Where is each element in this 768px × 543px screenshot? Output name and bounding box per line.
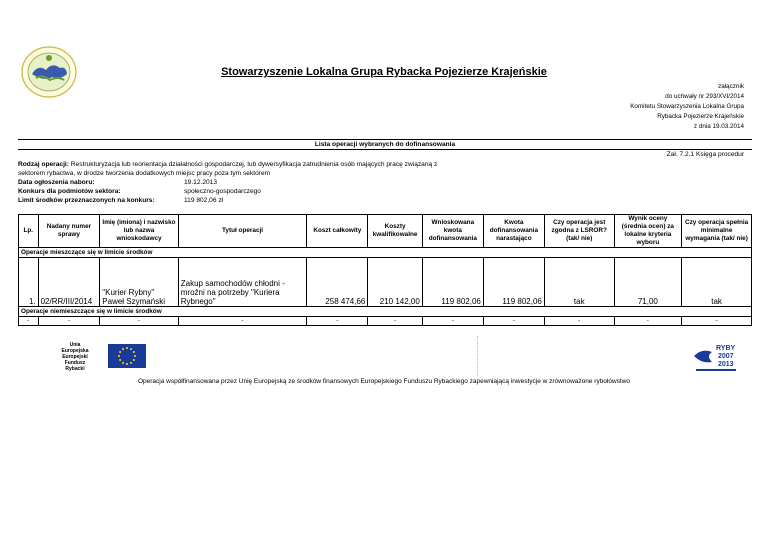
col-header: Kwota dofinansowania narastająco xyxy=(483,215,544,248)
competition-row xyxy=(18,187,437,196)
table-row xyxy=(19,258,752,307)
list-title: Lista operacji wybranych do dofinansowania xyxy=(18,139,752,150)
cell-dash: - xyxy=(368,317,422,326)
col-header: Czy operacja spełnia minimalne wymagania (tak/ nie) xyxy=(682,215,752,248)
cell-dash: - xyxy=(38,317,100,326)
col-header: Czy operacja jest zgodna z LSROR? (tak/ nie) xyxy=(544,215,614,248)
limit-row xyxy=(18,196,437,205)
cell-meets-min: tak xyxy=(682,258,752,307)
col-header: Nadany numer sprawy xyxy=(38,215,100,248)
cell-requested: 119 802,06 xyxy=(422,258,483,307)
cell-dash: - xyxy=(100,317,178,326)
svg-text:2013: 2013 xyxy=(718,361,734,368)
col-header: Imię (imiona) i nazwisko lub nazwa wnioskodawcy xyxy=(100,215,178,248)
cell-title: Zakup samochodów chłodni - mroźni na potrzeby "Kuriera Rybnego" xyxy=(178,258,307,307)
operation-type-row xyxy=(18,160,437,169)
attachment-line: Rybacka Pojezierze Krajeńskie xyxy=(657,113,744,120)
cofinancing-note: Operacja współfinansowana przez Unię Europejską ze środków finansowych Europejskiego Funduszu Rybackiego zapewniającą inwestycje w zrównoważone rybołówstwo xyxy=(137,378,631,385)
col-header: Koszty kwalifikowalne xyxy=(368,215,422,248)
cell-score: 71,00 xyxy=(614,258,682,307)
col-header: Koszt całkowity xyxy=(307,215,368,248)
attachment-line: Komitetu Stowarzyszenia Lokalna Grupa xyxy=(630,103,744,110)
section-within-limit: Operacje mieszczące się w limicie środków xyxy=(19,248,752,258)
operation-type-label: Rodzaj operacji: xyxy=(18,161,69,168)
attachment-line: z dnia 19.03.2014 xyxy=(693,123,744,130)
document-title: Stowarzyszenie Lokalna Grupa Rybacka Pojezierze Krajeńskie xyxy=(221,66,547,78)
cell-dash: - xyxy=(307,317,368,326)
col-header: Tytuł operacji xyxy=(178,215,307,248)
cell-dash: - xyxy=(544,317,614,326)
operation-type-text: Restrukturyzacja lub reorientacja działalności gospodarczej, lub dywersyfikacja zatrudnienia osób mających pracę związaną z xyxy=(70,161,438,168)
eu-flag-icon xyxy=(108,344,146,368)
section-row xyxy=(19,307,752,317)
cell-dash: - xyxy=(614,317,682,326)
competition-label: Konkurs dla podmiotów sektora: xyxy=(18,188,121,195)
ryby-2007-2013-logo xyxy=(692,342,740,374)
cell-dash: - xyxy=(19,317,39,326)
table-header-row xyxy=(19,215,752,248)
cell-case-no: 02/RR/III/2014 xyxy=(38,258,100,307)
call-date-value: 19.12.2013 xyxy=(184,179,218,186)
cell-compliant: tak xyxy=(544,258,614,307)
call-info xyxy=(18,160,437,205)
attachment-note xyxy=(630,82,744,132)
cell-applicant: "Kurier Rybny" Paweł Szymański xyxy=(100,258,178,307)
divider xyxy=(477,336,478,376)
cell-cumulative: 119 802,06 xyxy=(483,258,544,307)
limit-value: 119 802,06 zł xyxy=(184,197,224,204)
operation-type-text-cont: sektorem rybactwa, w drodze tworzenia dodatkowych miejsc pracy poza tym sektorem xyxy=(18,170,271,177)
cell-eligible-cost: 210 142,00 xyxy=(368,258,422,307)
annex-reference: Zał. 7.2.1 Księga procedur xyxy=(666,151,744,158)
cell-total-cost: 258 474,66 xyxy=(307,258,368,307)
limit-label: Limit środków przeznaczonych na konkurs: xyxy=(18,197,155,204)
col-header: Wnioskowana kwota dofinansowania xyxy=(422,215,483,248)
cell-dash: - xyxy=(682,317,752,326)
competition-value: społeczno-gospodarczego xyxy=(184,188,261,195)
cell-lp: 1. xyxy=(19,258,39,307)
section-row xyxy=(19,248,752,258)
col-header: Wynik oceny (średnia ocen) za lokalne kryteria wyboru xyxy=(614,215,682,248)
cell-dash: - xyxy=(483,317,544,326)
section-outside-limit: Operacje niemieszczące się w limicie środków xyxy=(19,307,752,317)
svg-text:RYBY: RYBY xyxy=(716,345,736,352)
cell-dash: - xyxy=(422,317,483,326)
table-row xyxy=(19,317,752,326)
eu-logo-text: Unia Europejska Europejski Fundusz Rybacki xyxy=(61,342,89,372)
attachment-line: załącznik xyxy=(718,83,744,90)
attachment-line: do uchwały nr 293/XVI/2014 xyxy=(665,93,744,100)
call-date-label: Data ogłoszenia naboru: xyxy=(18,179,95,186)
operations-table xyxy=(18,214,752,326)
call-date-row xyxy=(18,178,437,187)
cell-dash: - xyxy=(178,317,307,326)
svg-text:2007: 2007 xyxy=(718,353,734,360)
col-header: Lp. xyxy=(19,215,39,248)
